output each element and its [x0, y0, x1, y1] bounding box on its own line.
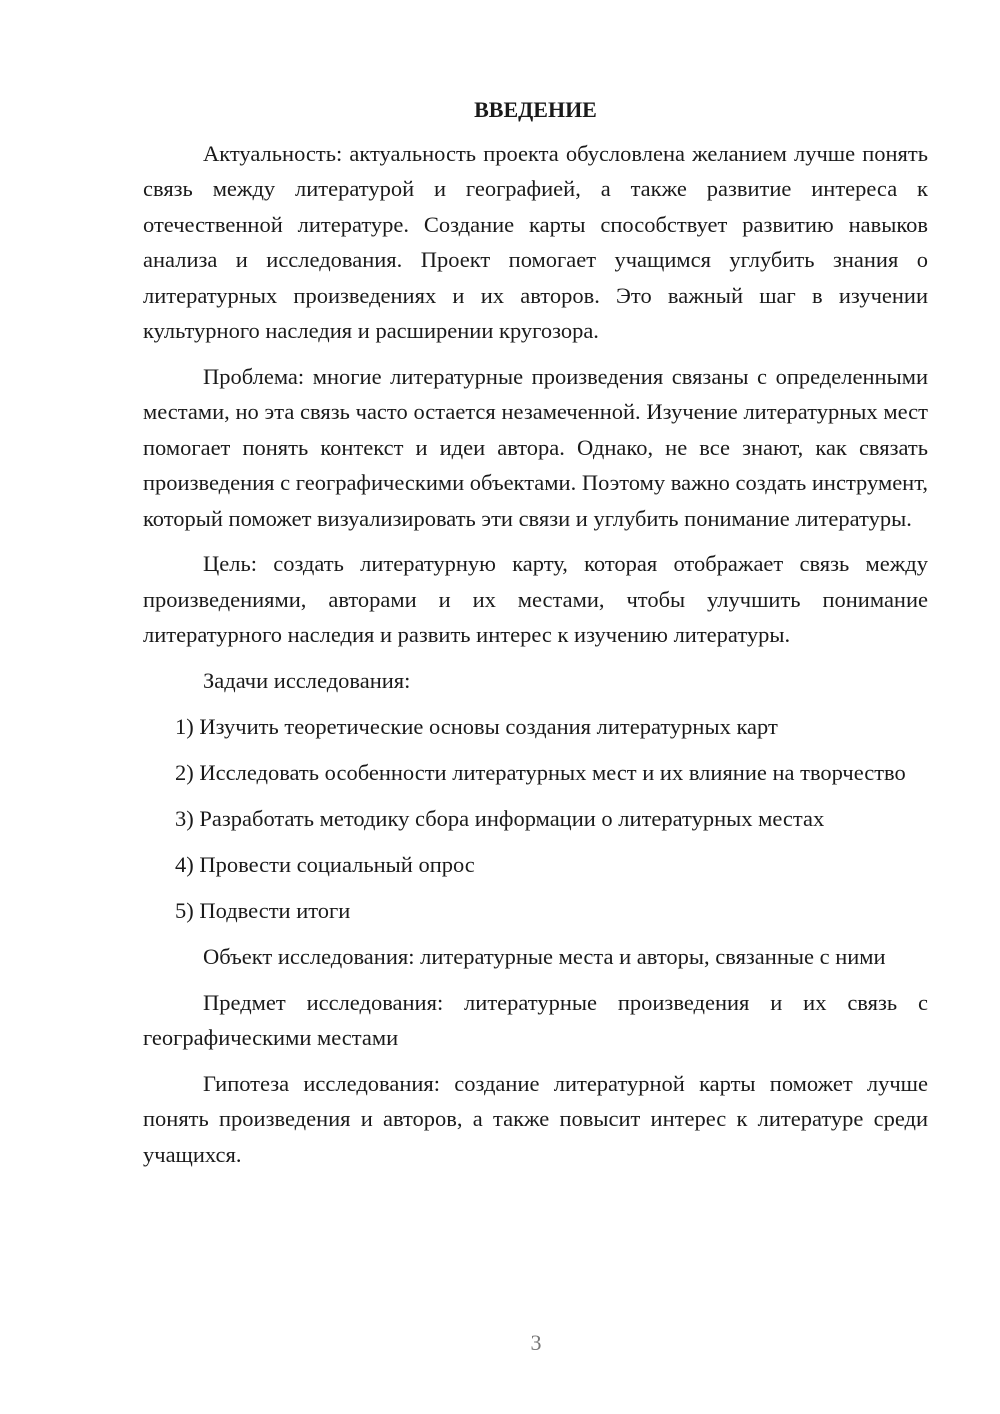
tasks-heading: Задачи исследования:	[203, 668, 411, 694]
goal-paragraph: Цель: создать литературную карту, которая отображает связь между произведениями, авторами и их местами, чтобы улучшить понимание литературного наследия и развить интерес к изучению литературы.	[143, 551, 928, 648]
page-number: 3	[530, 1330, 542, 1355]
document-page	[143, 92, 928, 1183]
problem-paragraph: Проблема: многие литературные произведения связаны с определенными местами, но эта связь часто остается незамеченной. Изучение литературных мест помогает понять контекст и идеи автора. Однако, не все знают, как связать произведения с географическими объектами. Поэтому важно создать инструмент, который поможет визуализировать эти связи и углубить понимание литературы.	[143, 363, 928, 531]
task-item: 3) Разработать методику сбора информации о литературных местах	[175, 805, 825, 831]
task-item: 2) Исследовать особенности литературных мест и их влияние на творчество	[175, 760, 906, 785]
relevance-paragraph: Актуальность: актуальность проекта обусловлена желанием лучше понять связь между литературой и географией, а также развитие интереса к отечественной литературе. Создание карты способствует развитию навыков анализа и исследования. Проект помогает учащимся углубить знания о литературных произведениях и их авторов. Это важный шаг в изучении культурного наследия и расширении кругозора.	[143, 141, 928, 344]
section-title: ВВЕДЕНИЕ	[474, 97, 597, 122]
task-item: 5) Подвести итоги	[175, 897, 351, 923]
object-paragraph: Объект исследования: литературные места и авторы, связанные с ними	[203, 943, 886, 969]
subject-paragraph: Предмет исследования: литературные произведения и их связь с географическими местами	[143, 989, 928, 1050]
hypothesis-paragraph: Гипотеза исследования: создание литературной карты поможет лучше понять произведения и авторов, а также повысит интерес к литературе среди учащихся.	[143, 1070, 928, 1167]
task-item: 1) Изучить теоретические основы создания литературных карт	[175, 714, 778, 740]
task-item: 4) Провести социальный опрос	[175, 851, 475, 877]
